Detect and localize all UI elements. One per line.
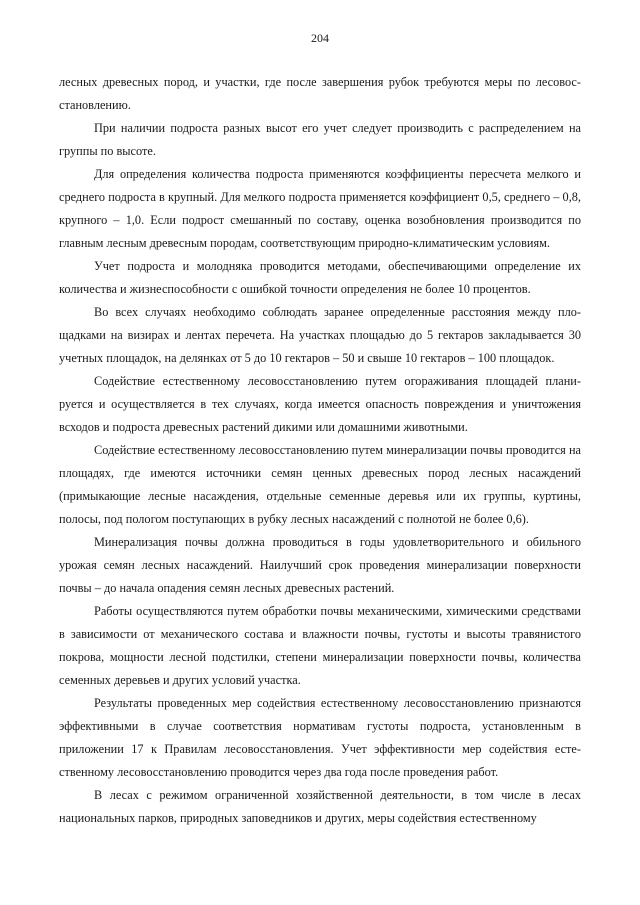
paragraph: Содействие естественному лесовосстановлению путем минерализации почвы проводится на площадях, где имеются источники семян ценных древесных пород лесных насаждений (примыкающие лесные насаждения, отдельные семенные деревья или их группы, куртины, полосы, под пологом поступающих в рубку лесных насаждений с полнотой не более 0,6). [59, 443, 581, 526]
paragraph: Работы осуществляются путем обработки почвы механическими, химическими средствами в зависимости от механического состава и влажности почвы, густоты и высоты травянистого покрова, мощности лесной подстилки, степени минерализации поверхности почвы, количества семенных деревьев и других условий участка. [59, 604, 581, 687]
paragraph: Учет подроста и молодняка проводится методами, обеспечивающими определение их количества и жизнеспособности с ошибкой точности определения не более 10 процентов. [59, 259, 581, 296]
paragraph: При наличии подроста разных высот его учет следует производить с распределением на группы по высоте. [59, 121, 581, 158]
page-number: 204 [311, 31, 329, 45]
paragraph-continued: лесных древесных пород, и участки, где после завершения рубок требуются меры по лесовосстановлению. [59, 75, 581, 112]
paragraph: Минерализация почвы должна проводиться в годы удовлетворительного и обильного урожая семян лесных насаждений. Наилучший срок проведения минерализации поверхности почвы – до начала опадения семян лесных древесных растений. [59, 535, 581, 595]
paragraph: В лесах с режимом ограниченной хозяйственной деятельности, в том числе в лесах национальных парков, природных заповедников и других, меры содействия естественному [59, 788, 581, 825]
paragraph: Содействие естественному лесовосстановлению путем огораживания площадей планируется и осуществляется в тех случаях, когда имеется опасность повреждения и уничтожения всходов и подроста древесных растений дикими или домашними животными. [59, 374, 581, 434]
body-text [59, 71, 581, 830]
paragraph: Для определения количества подроста применяются коэффициенты пересчета мелкого и среднего подроста в крупный. Для мелкого подроста применяется коэффициент 0,5, среднего – 0,8, крупного – 1,0. Если подрост смешанный по составу, оценка возобновления производится по главным лесным древесным породам, соответствующим природно-климатическим условиям. [59, 167, 581, 250]
paragraph: Результаты проведенных мер содействия естественному лесовосстановлению признаются эффективными в случае соответствия нормативам густоты подроста, установленным в приложении 17 к Правилам лесовосстановления. Учет эффективности мер содействия естественному лесовосстановлению проводится через два года после проведения работ. [59, 696, 581, 779]
paragraph: Во всех случаях необходимо соблюдать заранее определенные расстояния между площадками на визирах и лентах перечета. На участках площадью до 5 гектаров закладывается 30 учетных площадок, на делянках от 5 до 10 гектаров – 50 и свыше 10 гектаров – 100 площадок. [59, 305, 581, 365]
